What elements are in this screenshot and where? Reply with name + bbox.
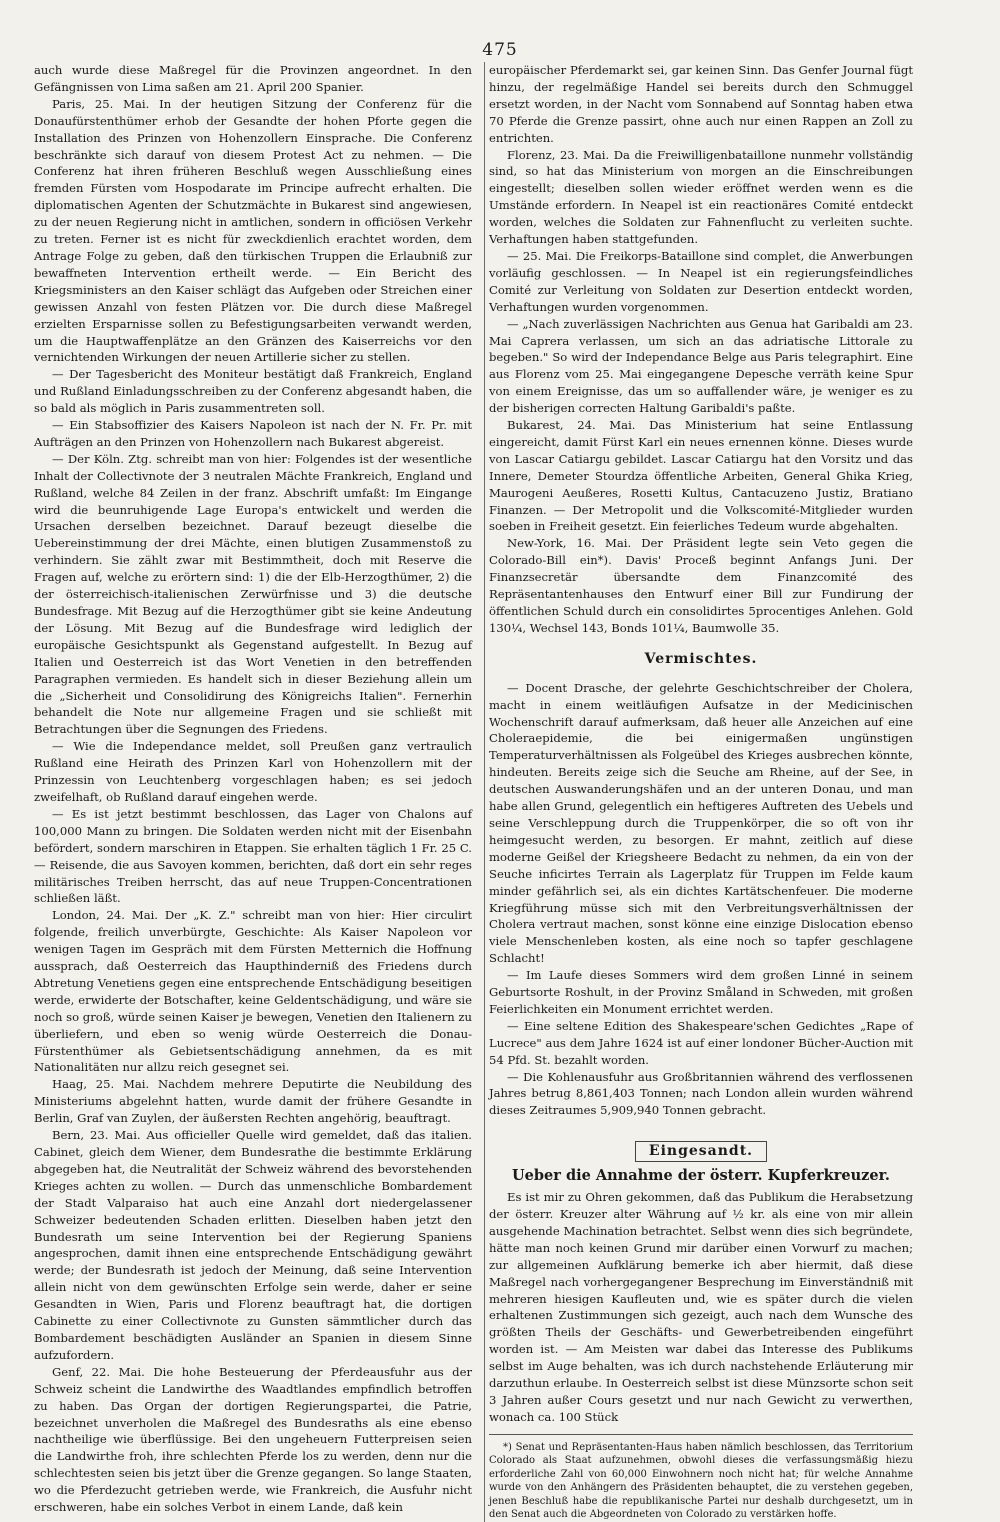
paragraph-genf: Genf, 22. Mai. Die hohe Besteuerung der Pferdeausfuhr aus der Schweiz scheint die Landwirthe des Waadtlandes empfindlich betroffen zu haben. Das Organ der dortigen Regierungspartei, die Patrie, bezeichnet unverholen die Maßregel des Bundesraths als eine ebenso nachtheilige wie überflüssige. Bei den ungeheuern Futterpreisen seien die Landwirthe froh, ihre schlechten Pferde los zu werden, denn nur die schlechtesten seien bis jetzt über die Grenze gegangen. So lange Staaten, wo die Pferdezucht getrieben werde, wie Frankreich, die Ausfuhr nicht erschweren, habe ein solches Verbot in einem Lande, daß kein (34, 1364, 472, 1515)
paragraph-new-york: New-York, 16. Mai. Der Präsident legte sein Veto gegen die Colorado-Bill ein*). Davis' Proceß beginnt Anfangs Juni. Der Finanzsecretär übersandte dem Finanzcomité des Repräsentantenhauses den Entwurf einer Bill zur Fundirung der öffentlichen Schuld durch ein consolidirtes 5procentiges Anlehen. Gold 130¼, Wechsel 143, Bonds 101¼, Baumwolle 35. (489, 536, 913, 635)
paragraph-shakespeare: — Eine seltene Edition des Shakespeare'schen Gedichtes „Rape of Lucrece" aus dem Jahre 1624 ist auf einer londoner Bücher-Auction mit 54 Pfd. St. bezahlt worden. (489, 1018, 913, 1067)
page-number: 475 (482, 40, 518, 60)
paragraph-1: auch wurde diese Maßregel für die Provinzen angeordnet. In den Gefängnissen von Lima saßen am 21. April 200 Spanier. (34, 63, 472, 94)
paragraph-chalons: — Es ist jetzt bestimmt beschlossen, das Lager von Chalons auf 100,000 Mann zu bringen. Die Soldaten werden nicht mit der Eisenbahn befördert, sondern marschiren in Etappen. Sie erhalten täglich 1 Fr. 25 C. — Reisende, die aus Savoyen kommen, berichten, daß dort ein sehr reges militärisches Treiben herrscht, das auf neue Truppen-Concentrationen schließen läßt. (34, 806, 472, 906)
right-column (484, 62, 913, 1522)
paragraph-london: London, 24. Mai. Der „K. Z." schreibt man von hier: Hier circulirt folgende, freilich unverbürgte, Geschichte: Als Kaiser Napoleon vor wenigen Tagen im Gespräch mit dem Fürsten Metternich die Hoffnung aussprach, daß Oesterreich das Haupthinderniß des Friedens durch Abtretung Venetiens gegen eine entsprechende Entschädigung beseitigen werde, erwiderte der Botschafter, keine Geldentschädigung, und wäre sie noch so groß, würde seinen Kaiser je bewegen, Venetien den Italienern zu überliefern, und eben so wenig würde Oesterreich die Donau-Fürstenthümer als Gebietsentschädigung annehmen, da es mit Nationalitäten nur allzu reich gesegnet sei. (34, 908, 472, 1075)
footnote: *) Senat und Repräsentanten-Haus haben nämlich beschlossen, das Territorium Colorado als Staat aufzunehmen, obwohl dieses die verfassungsmäßig hiezu erforderliche Zahl von 60,000 Einwohnern noch nicht hat; für welche Annahme wurde von den Anhängern des Präsidenten behauptet, die zu verstehen gegeben, jenen Beschluß habe die republikanische Partei nur deshalb durchgesetzt, um in den Senat auch die Abgeordneten von Colorado zu verstärken hoffe. (489, 1434, 913, 1522)
section-heading-sent: Eingesandt. (635, 1141, 767, 1162)
paragraph-coal: — Die Kohlenausfuhr aus Großbritannien während des verflossenen Jahres betrug 8,861,403 Tonnen; nach London allein wurden während dieses Zeitraumes 5,909,940 Tonnen gebracht. (489, 1069, 913, 1118)
paragraph-linne: — Im Laufe dieses Sommers wird dem großen Linné in seinem Geburtsorte Roshult, in der Provinz Småland in Schweden, mit großen Feierlichkeiten ein Monument errichtet werden. (489, 968, 913, 1016)
paragraph-bukarest: Bukarest, 24. Mai. Das Ministerium hat seine Entlassung eingereicht, damit Fürst Karl ein neues ernennen könne. Dieses wurde von Lascar Catiargu gebildet. Lascar Catiargu hat den Vorsitz und das Innere, Demeter Stourdza öffentliche Arbeiten, General Ghika Krieg, Maurogeni Aeußeres, Rosetti Kultus, Cantacuzeno Justiz, Bratiano Finanzen. — Der Metropolit und die Volkscomité-Mitglieder wurden soeben in Freiheit gesetzt. Ein feierliches Tedeum wurde abgehalten. (489, 418, 913, 534)
paragraph-collective-note: — Der Köln. Ztg. schreibt man von hier: Folgendes ist der wesentliche Inhalt der Collectivnote der 3 neutralen Mächte Frankreich, England und Rußland, welche 84 Zeilen in der franz. Abschrift umfaßt: Im Eingange wird die beunruhigende Lage Europa's entwickelt und werden die Ursachen derselben bezeichnet. Darauf bezeugt dieselbe die Uebereinstimmung der drei Mächte, einen blutigen Zusammenstoß zu verhindern. Sie zählt zwar mit Bestimmtheit, doch mit Reserve die Fragen auf, welche zu erörtern sind: 1) die der Elb-Herzogthümer, 2) die der österreichisch-italienischen Zerwürfnisse und 3) die deutsche Bundesfrage. Mit Bezug auf die Herzogthümer gibt sie keine Andeutung der Lösung. Mit Bezug auf die Bundesfrage wird lediglich der europäische Gesichtspunkt als Gegenstand aufgestellt. In Bezug auf Italien und Oesterreich ist das Wort Venetien in den betreffenden Paragraphen vermieden. Es handelt sich in dieser Beziehung allein um die „Sicherheit und Consolidirung des Königreichs Italien". Fernerhin behandelt die Note nur allgemeine Fragen und sie schließt mit Betrachtungen über die Segnungen des Friedens. (34, 451, 472, 737)
paragraph-garibaldi: — „Nach zuverlässigen Nachrichten aus Genua hat Garibaldi am 23. Mai Caprera verlassen, um sich an das adriatische Littorale zu begeben." So wird der Independance Belge aus Paris telegraphirt. Eine aus Florenz vom 25. Mai eingegangene Depesche verräth keine Spur von einem Ereignisse, das um so auffallender wäre, je weniger es zu der bisherigen correcten Haltung Garibaldi's paßte. (489, 316, 913, 416)
paragraph-genf-continued: europäischer Pferdemarkt sei, gar keinen Sinn. Das Genfer Journal fügt hinzu, der regelmäßige Handel sei bereits durch den Schmuggel ersetzt worden, in der Nacht vom Sonnabend auf Sonntag haben etwa 70 Pferde die Grenze passirt, ohne auch nur einen Rappen an Zoll zu entrichten. (489, 63, 913, 145)
paragraph-haag: Haag, 25. Mai. Nachdem mehrere Deputirte die Neubildung des Ministeriums abgelehnt hatten, wurde damit der frühere Gesandte in Berlin, Graf van Zuylen, der äußersten Rechten angehörig, beauftragt. (34, 1077, 472, 1126)
paragraph-florenz: Florenz, 23. Mai. Da die Freiwilligenbataillone nunmehr vollständig sind, so hat das Ministerium von morgen an die Einschreibungen eingestellt; dieselben sollen wieder eröffnet werden wenn es die Umstände erfordern. In Neapel ist ein reactionäres Comité entdeckt worden, welches die Soldaten zur Fahnenflucht zu verleiten suchte. Verhaftungen haben stattgefunden. (489, 147, 913, 247)
article-body: Es ist mir zu Ohren gekommen, daß das Publikum die Herabsetzung der österr. Kreuzer alter Währung auf ½ kr. als eine von mir allein ausgehende Machination betrachtet. Selbst wenn dies sich begründete, hätte man noch keinen Grund mir darüber einen Vorwurf zu machen; zur allgemeinen Aufklärung bemerke ich aber hiermit, daß diese Maßregel nach vorhergegangener Besprechung im Einverständniß mit mehreren hiesigen Kaufleuten und, wie es später durch die vielen erhaltenen Zustimmungen sich gezeigt, auch nach dem Wunsche des größten Theils der Geschäfts- und Gewerbetreibenden eingeführt worden ist. — Am Meisten war dabei das Interesse des Publikums selbst im Auge behalten, was ich durch nachstehende Erläuterung mir darzuthun erlaube. In Oesterreich selbst ist diese Münzsorte schon seit 3 Jahren außer Cours gesetzt und nur nach Gewicht zu verwerthen, wonach ca. 100 Stück (489, 1190, 913, 1424)
paragraph-independance: — Wie die Independance meldet, soll Preußen ganz vertraulich Rußland eine Heirath des Prinzen Karl von Hohenzollern mit der Prinzessin von Leuchtenberg vorgeschlagen haben; es sei jedoch zweifelhaft, ob Rußland darauf eingehen werde. (34, 739, 472, 804)
paragraph-bern: Bern, 23. Mai. Aus officieller Quelle wird gemeldet, daß das italien. Cabinet, gleich dem Wiener, dem Bundesrathe die bestimmte Erklärung abgegeben hat, die Neutralität der Schweiz während des bevorstehenden Krieges achten zu wollen. — Durch das unmenschliche Bombardement der Stadt Valparaiso hat auch eine Anzahl dort niedergelassener Schweizer bedeutenden Schaden erlitten. Dieselben haben jetzt den Bundesrath um seine Intervention bei der Regierung Spaniens angesprochen, damit ihnen eine entsprechende Entschädigung gewährt werde; der Bundesrath ist jedoch der Meinung, daß seine Intervention allein nicht von dem gewünschten Erfolge sein werde, daher er seine Gesandten in Wien, Paris und Florenz beauftragt hat, die dortigen Cabinette zu einer Collectivnote zu Gunsten sämmtlicher durch das Bombardement beschädigten Ausländer an Spanien in diesem Sinne aufzufordern. (34, 1128, 472, 1362)
article-title: Ueber die Annahme der österr. Kupferkreuzer. (512, 1167, 890, 1185)
section-heading-misc: Vermischtes. (644, 650, 758, 667)
left-column (34, 62, 472, 1516)
paragraph-paris: Paris, 25. Mai. In der heutigen Sitzung der Conferenz für die Donaufürstenthümer erhob der Gesandte der hohen Pforte gegen die Installation des Prinzen von Hohenzollern Einsprache. Die Conferenz beschränkte sich darauf von diesem Protest Act zu nehmen. — Die Conferenz hat ihren früheren Beschluß wegen Ausschließung eines fremden Fürsten vom Hospodarate im Principe aufrecht erhalten. Die diplomatischen Agenten der Schutzmächte in Bukarest sind angewiesen, zu der neuen Regierung nicht in amtlichen, sondern in officiösen Verkehr zu treten. Ferner ist es nicht für zweckdienlich erachtet worden, dem Antrage Folge zu geben, daß den türkischen Truppen die Erlaubniß zur bewaffneten Intervention ertheilt werde. — Ein Bericht des Kriegsministers an den Kaiser schlägt das Aufgeben oder Streichen einer gewissen Anzahl von festen Plätzen vor. Die durch diese Maßregel erzielten Ersparnisse sollen zu Befestigungsarbeiten verwandt werden, um die Hauptwaffenplätze an den Gränzen des Kaiserreichs vor den vernichtenden Wirkungen der neuen Artillerie sicher zu stellen. (34, 96, 472, 365)
paragraph-cholera: — Docent Drasche, der gelehrte Geschichtschreiber der Cholera, macht in einem weitläufigen Aufsatze in der Medicinischen Wochenschrift darauf aufmerksam, daß heuer alle Anzeichen auf eine Choleraepidemie, die bei einigermaßen ungünstigen Temperaturverhältnissen als Folgeübel des Krieges ausbrechen könnte, hindeuten. Bereits zeige sich die Seuche am Rheine, auf der See, in deutschen Auswanderungshäfen und an der unteren Donau, und man habe allen Grund, gelegentlich ein heftigeres Auftreten des Uebels und seine Verschleppung durch die Truppenkörper, die so oft von ihr heimgesucht werden, zu besorgen. Er mahnt, zeitlich auf diese moderne Geißel der Kriegsheere Bedacht zu nehmen, da ein von der Seuche inficirtes Terrain als Lagerplatz für Truppen im Felde kaum minder gefährlich sei, als ein dichtes Kartätschenfeuer. Die moderne Kriegführung müsse sich mit den Verbreitungsverhältnissen der Cholera vertraut machen, sonst könne eine einzige Dislocation ebenso viele Menschenleben kosten, als eine noch so tapfer geschlagene Schlacht! (489, 680, 913, 966)
paragraph-staff-officer: — Ein Stabsoffizier des Kaisers Napoleon ist nach der N. Fr. Pr. mit Aufträgen an den Prinzen von Hohenzollern nach Bukarest abgereist. (34, 418, 472, 449)
paragraph-freikorps: — 25. Mai. Die Freikorps-Bataillone sind complet, die Anwerbungen vorläufig geschlossen. — In Neapel ist ein regierungsfeindliches Comité zur Verleitung von Soldaten zur Desertion entdeckt worden, Verhaftungen wurden vorgenommen. (489, 248, 913, 314)
paragraph-conference: — Der Tagesbericht des Moniteur bestätigt daß Frankreich, England und Rußland Einladungsschreiben zu der Conferenz abgesandt haben, die so bald als möglich in Paris zusammentreten soll. (34, 367, 472, 416)
